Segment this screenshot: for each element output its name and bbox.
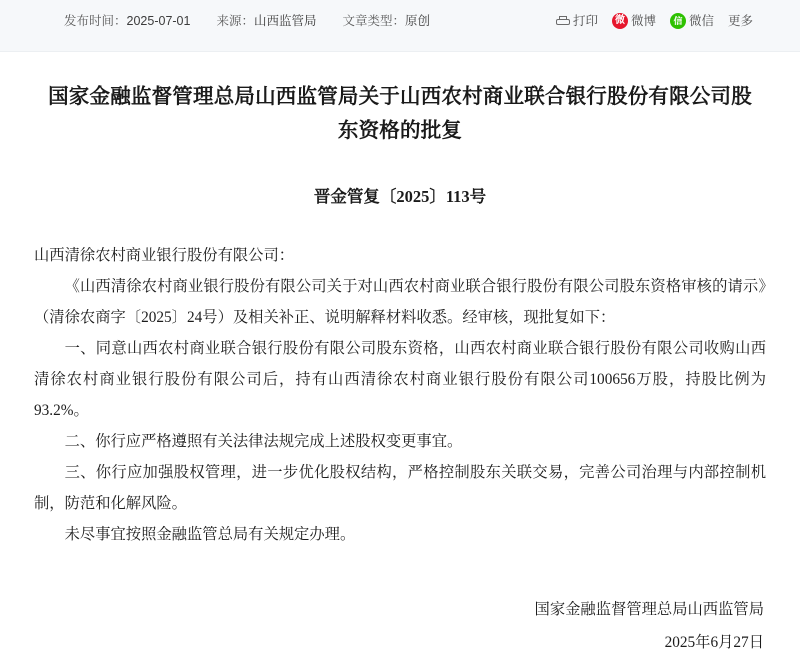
article-meta-bar <box>0 0 800 52</box>
share-weibo-button[interactable] <box>612 12 656 30</box>
paragraph-4: 三、你行应加强股权管理，进一步优化股权结构，严格控制股东关联交易，完善公司治理与内部控制机制，防范和化解风险。 <box>34 464 766 512</box>
issuing-authority: 国家金融监督管理总局山西监管局 <box>534 601 764 618</box>
printer-icon <box>556 16 570 27</box>
document-number: 晋金管复〔2025〕113号 <box>313 187 487 206</box>
share-wechat-button[interactable] <box>670 12 714 30</box>
page-title: 国家金融监督管理总局山西监管局关于山西农村商业联合银行股份有限公司股东资格的批复 <box>48 86 752 142</box>
paragraph-1: 《山西清徐农村商业银行股份有限公司关于对山西农村商业联合银行股份有限公司股东资格审核的请示》（清徐农商字〔2025〕24号）及相关补正、说明解释材料收悉。经审核，现批复如下： <box>34 278 766 326</box>
print-label: 打印 <box>572 14 598 28</box>
addressee-line: 山西清徐农村商业银行股份有限公司： <box>34 247 295 264</box>
paragraph-5: 未尽事宜按照金融监管总局有关规定办理。 <box>64 526 356 543</box>
issue-date: 2025年6月27日 <box>664 634 764 651</box>
article-type-label: 文章类型： <box>342 14 406 28</box>
weibo-icon: 微 <box>612 13 628 29</box>
publish-time-value: 2025-07-01 <box>126 14 191 28</box>
publish-time <box>64 12 190 30</box>
article-body <box>34 240 766 550</box>
weibo-label: 微博 <box>630 14 656 28</box>
article-type <box>343 12 431 30</box>
article-content <box>0 52 800 658</box>
article-type-value: 原创 <box>405 14 431 28</box>
share-toolbar <box>556 12 786 30</box>
wechat-icon: 信 <box>670 13 686 29</box>
wechat-label: 微信 <box>688 14 714 28</box>
paragraph-2: 一、同意山西农村商业联合银行股份有限公司股东资格，山西农村商业联合银行股份有限公司收购山西清徐农村商业银行股份有限公司后，持有山西清徐农村商业银行股份有限公司100656万股，持股比例为93.2%。 <box>34 340 766 419</box>
print-button[interactable] <box>556 12 598 30</box>
paragraph-3: 二、你行应严格遵照有关法律法规完成上述股权变更事宜。 <box>64 433 463 450</box>
source <box>216 12 316 30</box>
more-share-button[interactable]: 更多 <box>728 14 754 28</box>
meta-info-group <box>14 12 556 30</box>
publish-time-label: 发布时间： <box>64 14 127 28</box>
source-label: 来源： <box>216 14 254 28</box>
source-value: 山西监管局 <box>253 14 317 28</box>
